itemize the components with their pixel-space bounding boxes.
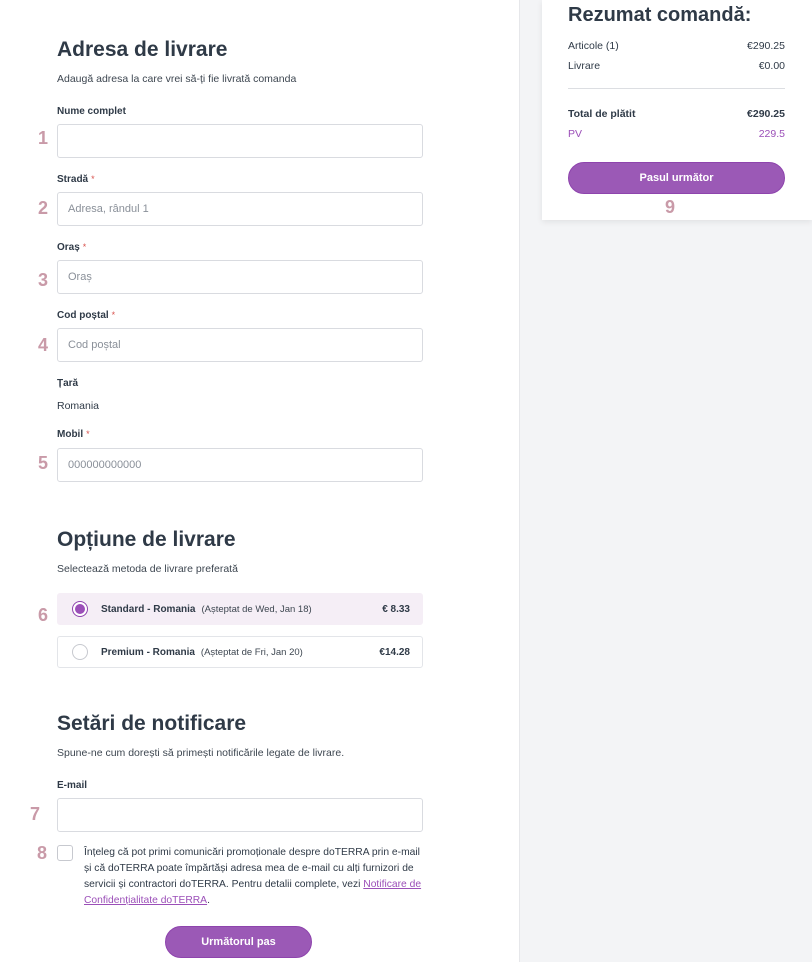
postal-code-input[interactable] bbox=[57, 328, 423, 362]
marker-6: 6 bbox=[38, 605, 49, 625]
address-section-subtitle: Adaugă adresa la care vrei să-ți fie livrată comanda bbox=[57, 73, 297, 85]
summary-pv-value: 229.5 bbox=[758, 128, 785, 140]
full-name-input[interactable] bbox=[57, 124, 423, 158]
radio-unselected-icon[interactable] bbox=[72, 644, 88, 660]
summary-total-row bbox=[568, 108, 785, 120]
summary-shipping-row bbox=[568, 60, 785, 72]
marker-2: 2 bbox=[38, 198, 49, 218]
shipping-option-price: € 8.33 bbox=[382, 603, 410, 615]
shipping-option-name: Premium - Romania bbox=[101, 646, 195, 658]
consent-text: Înțeleg că pot primi comunicări promoționale despre doTERRA prin e-mail și că doTERRA poate împărtăși adresa mea de e-mail cu alți furnizori de servicii și contractori doTERRA. Pentru detalii complete, vezi Notificare de Confidențialitate doTERRA. bbox=[84, 847, 422, 906]
marker-1: 1 bbox=[38, 128, 49, 148]
street-label: Stradă * bbox=[57, 174, 95, 185]
summary-pv-label: PV bbox=[568, 128, 583, 140]
street-input[interactable] bbox=[57, 192, 423, 226]
summary-next-step-button[interactable]: Pasul următor bbox=[568, 162, 785, 194]
summary-total-label: Total de plătit bbox=[568, 108, 636, 120]
marker-4: 4 bbox=[38, 335, 49, 355]
shipping-option-premium[interactable] bbox=[57, 636, 423, 668]
summary-title: Rezumat comandă: bbox=[568, 4, 752, 26]
consent-checkbox[interactable] bbox=[57, 845, 73, 861]
city-input[interactable] bbox=[57, 260, 423, 294]
shipping-section-subtitle: Selectează metoda de livrare preferată bbox=[57, 563, 238, 575]
marker-7: 7 bbox=[30, 804, 41, 824]
email-input[interactable] bbox=[57, 798, 423, 832]
full-name-label: Nume complet bbox=[57, 106, 126, 117]
shipping-section-title: Opțiune de livrare bbox=[57, 528, 236, 551]
country-value: Romania bbox=[57, 400, 100, 412]
radio-dot-icon bbox=[75, 604, 85, 614]
radio-selected-icon[interactable] bbox=[72, 601, 88, 617]
postal-code-label: Cod poștal * bbox=[57, 310, 116, 321]
shipping-option-eta: (Așteptat de Fri, Jan 20) bbox=[200, 646, 303, 658]
notifications-section-subtitle: Spune-ne cum dorești să primești notificările legate de livrare. bbox=[57, 747, 345, 759]
city-label: Oraș * bbox=[57, 242, 87, 253]
shipping-option-price: €14.28 bbox=[379, 646, 410, 658]
country-label: Țară bbox=[57, 378, 79, 389]
summary-pv-row bbox=[568, 128, 785, 140]
summary-divider bbox=[568, 88, 785, 89]
shipping-option-standard[interactable] bbox=[57, 593, 423, 625]
summary-total-value: €290.25 bbox=[747, 108, 785, 120]
shipping-option-eta: (Așteptat de Wed, Jan 18) bbox=[201, 603, 312, 615]
notifications-section-title: Setări de notificare bbox=[57, 712, 247, 735]
privacy-notice-link[interactable]: Notificare de Confidențialitate doTERRA bbox=[84, 879, 422, 906]
address-section-title: Adresa de livrare bbox=[57, 38, 228, 61]
summary-shipping-label: Livrare bbox=[568, 60, 601, 72]
mobile-label: Mobil * bbox=[57, 429, 90, 440]
marker-5: 5 bbox=[38, 453, 49, 473]
summary-shipping-value: €0.00 bbox=[758, 60, 785, 72]
marker-8: 8 bbox=[37, 843, 48, 863]
marker-9: 9 bbox=[665, 197, 676, 217]
marker-3: 3 bbox=[38, 270, 49, 290]
order-summary-card bbox=[542, 0, 812, 220]
summary-items-label: Articole (1) bbox=[568, 40, 619, 52]
summary-items-row bbox=[568, 40, 785, 52]
next-step-button[interactable]: Următorul pas bbox=[165, 926, 312, 958]
shipping-option-name: Standard - Romania bbox=[101, 603, 196, 615]
summary-items-value: €290.25 bbox=[747, 40, 785, 52]
email-label: E-mail bbox=[57, 780, 88, 791]
mobile-input[interactable] bbox=[57, 448, 423, 482]
